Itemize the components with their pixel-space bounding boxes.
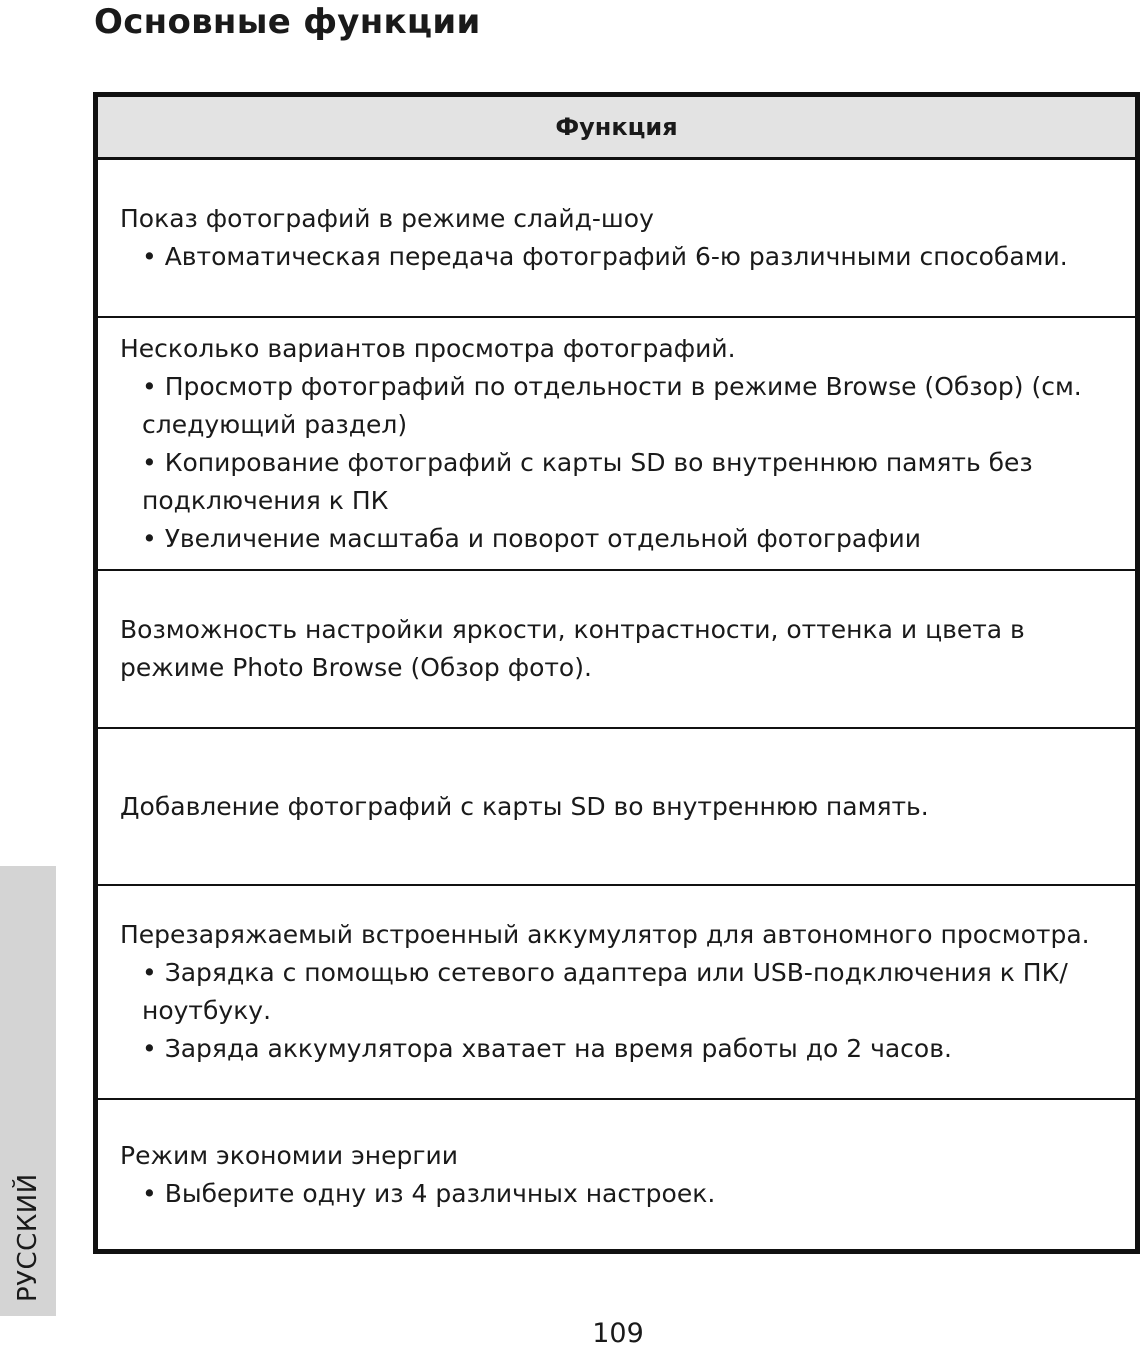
table-row xyxy=(98,318,1135,571)
row-bullet: • Заряда аккумулятора хватает на время работы до 2 часов. xyxy=(142,1034,952,1063)
table-row xyxy=(98,729,1135,886)
row-bullet: • Автоматическая передача фотографий 6-ю различными способами. xyxy=(142,242,1068,271)
language-side-tab xyxy=(0,866,56,1316)
row-main-text: Добавление фотографий с карты SD во внутреннюю память. xyxy=(120,791,929,821)
language-label: РУССКИЙ xyxy=(13,1173,43,1302)
table-row xyxy=(98,886,1135,1100)
row-main-text: Режим экономии энергии xyxy=(120,1140,459,1170)
row-main-text: Несколько вариантов просмотра фотографий. xyxy=(120,333,736,363)
page-number: 109 xyxy=(592,1318,644,1349)
row-bullet: • Увеличение масштаба и поворот отдельной фотографии xyxy=(142,523,922,553)
page-title: Основные функции xyxy=(94,2,481,42)
row-main-text: Показ фотографий в режиме слайд-шоу xyxy=(120,204,654,233)
table-header: Функция xyxy=(98,97,1135,160)
row-bullet: • Зарядка с помощью сетевого адаптера или USB-подключения к ПК/ноутбуку. xyxy=(142,958,1068,1025)
row-main-text: Перезаряжаемый встроенный аккумулятор для автономного просмотра. xyxy=(120,920,1090,949)
row-bullet: • Просмотр фотографий по отдельности в режиме Browse (Обзор) (см. следующий раздел) xyxy=(142,371,1082,439)
table-row xyxy=(98,1100,1135,1249)
table-row xyxy=(98,571,1135,729)
row-bullet: • Копирование фотографий с карты SD во внутреннюю память без подключения к ПК xyxy=(142,447,1033,515)
row-bullet: • Выберите одну из 4 различных настроек. xyxy=(142,1178,716,1208)
row-main-text: Возможность настройки яркости, контрастности, оттенка и цвета в режиме Photo Browse (Обзор фото). xyxy=(120,615,1025,682)
table-row xyxy=(98,160,1135,318)
features-table xyxy=(93,92,1140,1254)
